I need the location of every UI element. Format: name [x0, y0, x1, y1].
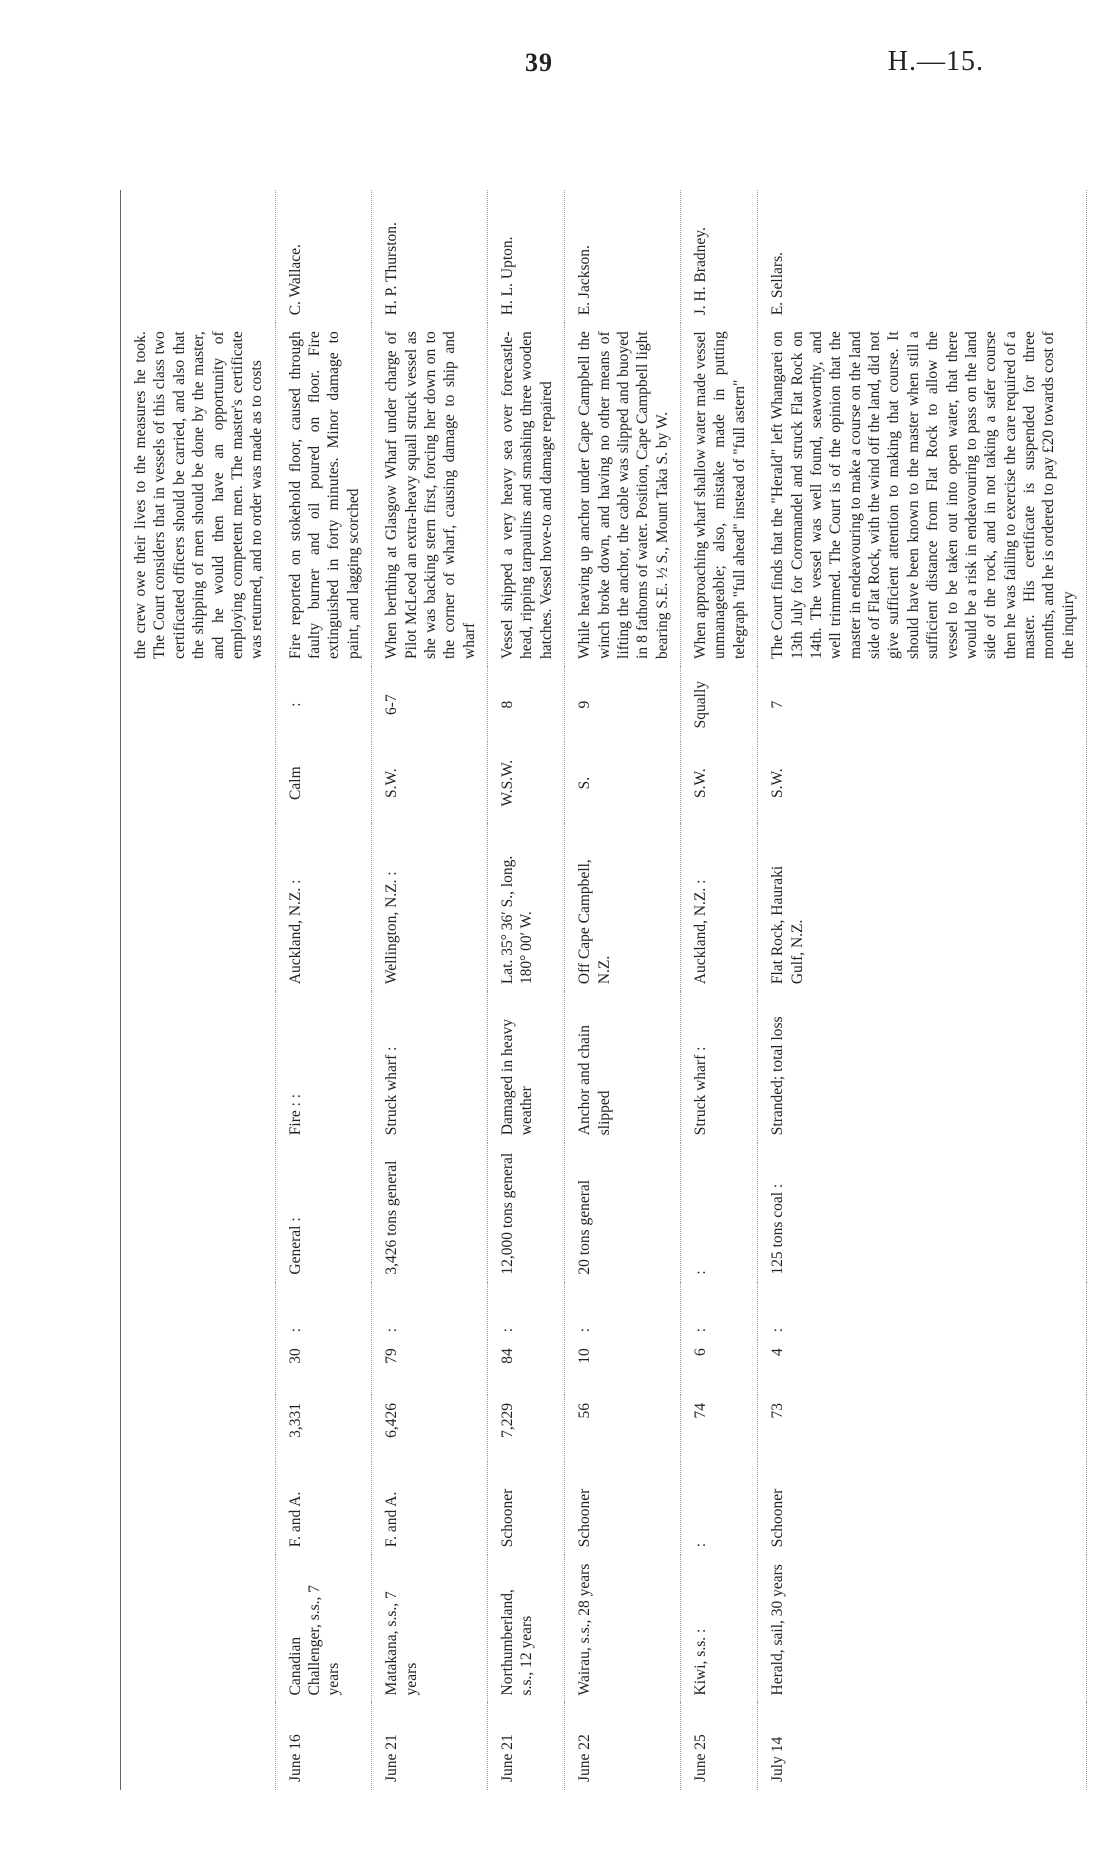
filler-cell: : [565, 1283, 681, 1341]
filler-cell [121, 1283, 276, 1341]
force-cell [121, 667, 276, 742]
nature-cell: Anchor and chain slipped [565, 992, 681, 1143]
filler-cell: : [488, 1283, 565, 1341]
officer-cell: C. Wallace. [275, 190, 372, 323]
force-cell: Squally [681, 667, 758, 742]
table-row [565, 190, 681, 1790]
ship-cell: Canadian Challenger, s.s., 7 years [275, 1555, 372, 1703]
wind-cell: Calm [275, 742, 372, 824]
rig-cell [121, 1462, 276, 1556]
force-cell: 8 [488, 667, 565, 742]
remarks-cell: While heaving up anchor under Cape Campbell the winch broke down, and having no other means of lifting the anchor, the cable was slipped and buoyed in 8 fathoms of water. Position, Cape Campbell light bearing S.E. ½ S., Mount Taka S. by W. [565, 323, 681, 667]
place-cell: Auckland, N.Z. : [275, 824, 372, 992]
table-row [758, 190, 1087, 1790]
place-cell: Lat. 35° 36′ S., long. 180° 00′ W. [488, 824, 565, 992]
filler-cell: : [758, 1283, 1087, 1341]
cargo-cell: 125 tons coal : [758, 1143, 1087, 1282]
rig-cell: Schooner [758, 1462, 1087, 1556]
nature-cell: Fire : : [275, 992, 372, 1143]
cargo-cell [121, 1143, 276, 1282]
date-cell: June 16 [275, 1703, 372, 1790]
nature-cell [121, 992, 276, 1143]
officer-cell: E. Sellars. [758, 190, 1087, 323]
filler-cell: : [681, 1283, 758, 1341]
crew-cell [121, 1340, 276, 1395]
place-cell: Auckland, N.Z. : [681, 824, 758, 992]
cargo-cell: 20 tons general [565, 1143, 681, 1282]
rig-cell: Schooner [488, 1462, 565, 1556]
tonnage-cell: 74 [681, 1395, 758, 1462]
cargo-cell: : [681, 1143, 758, 1282]
place-cell [121, 824, 276, 992]
place-cell: Flat Rock, Hauraki Gulf, N.Z. [758, 824, 1087, 992]
nature-cell: Stranded; total loss [758, 992, 1087, 1143]
crew-cell: 10 [565, 1340, 681, 1395]
date-cell: June 21 [372, 1703, 488, 1790]
wind-cell: S.W. [372, 742, 488, 824]
ship-cell: Herald, sail, 30 years [758, 1555, 1087, 1703]
filler-cell: : [372, 1283, 488, 1341]
ship-cell: Matakana, s.s., 7 years [372, 1555, 488, 1703]
force-cell: 6-7 [372, 667, 488, 742]
remarks-cell: Vessel shipped a very heavy sea over forecastle-head, ripping tarpaulins and smashing three wooden hatches. Vessel hove-to and damage repaired [488, 323, 565, 667]
cargo-cell: 3,426 tons general [372, 1143, 488, 1282]
nature-cell: Struck wharf : [681, 992, 758, 1143]
force-cell: 9 [565, 667, 681, 742]
date-cell: June 25 [681, 1703, 758, 1790]
page-number: 39 [525, 48, 553, 77]
wind-cell [121, 742, 276, 824]
crew-cell: 84 [488, 1340, 565, 1395]
rig-cell: F. and A. [275, 1462, 372, 1556]
rig-cell: Schooner [565, 1462, 681, 1556]
officer-cell: H. P. Thurston. [372, 190, 488, 323]
officer-cell: H. L. Upton. [488, 190, 565, 323]
ship-cell [121, 1555, 276, 1703]
filler-cell: : [275, 1283, 372, 1341]
casualty-register [120, 190, 1077, 1790]
date-cell: July 14 [758, 1703, 1087, 1790]
rig-cell: F. and A. [372, 1462, 488, 1556]
tonnage-cell: 3,331 [275, 1395, 372, 1462]
tonnage-cell [121, 1395, 276, 1462]
crew-cell: 6 [681, 1340, 758, 1395]
date-cell: June 21 [488, 1703, 565, 1790]
nature-cell: Damaged in heavy weather [488, 992, 565, 1143]
tonnage-cell: 56 [565, 1395, 681, 1462]
ship-cell: Northumberland, s.s., 12 years [488, 1555, 565, 1703]
date-cell [121, 1703, 276, 1790]
casualty-table [120, 190, 1087, 1790]
officer-cell: J. H. Bradney. [681, 190, 758, 323]
ship-cell: Kiwi, s.s. : [681, 1555, 758, 1703]
tonnage-cell: 7,229 [488, 1395, 565, 1462]
cargo-cell: General : [275, 1143, 372, 1282]
crew-cell: 30 [275, 1340, 372, 1395]
wind-cell: W.S.W. [488, 742, 565, 824]
place-cell: Off Cape Campbell, N.Z. [565, 824, 681, 992]
force-cell: : [275, 667, 372, 742]
wind-cell: S. [565, 742, 681, 824]
remarks-cell: The Court finds that the "Herald" left Whangarei on 13th July for Coromandel and struck Flat Rock on 14th. The vessel was well found, seaworthy, and well trimmed. The Court is of the opinion that the master in endeavouring to make a course on the land side of Flat Rock, with the wind off the land, did not give sufficient attention to making that course. It should have been known to the master when still a sufficient distance from Flat Rock to allow the vessel to be taken out into open water, that there would be a risk in endeavouring to pass on the land side of the rock, and in not taking a safer course then he was failing to exercise the care required of a master. His certificate is suspended for three months, and he is ordered to pay £20 towards cost of the inquiry [758, 323, 1087, 667]
crew-cell: 4 [758, 1340, 1087, 1395]
crew-cell: 79 [372, 1340, 488, 1395]
paper-reference: H.—15. [887, 46, 984, 77]
table-row [488, 190, 565, 1790]
cargo-cell: 12,000 tons general [488, 1143, 565, 1282]
ship-cell: Wairau, s.s., 28 years [565, 1555, 681, 1703]
rig-cell: : [681, 1462, 758, 1556]
table-row [275, 190, 372, 1790]
officer-cell: E. Jackson. [565, 190, 681, 323]
table-row [121, 190, 276, 1790]
wind-cell: S.W. [681, 742, 758, 824]
wind-cell: S.W. [758, 742, 1087, 824]
tonnage-cell: 73 [758, 1395, 1087, 1462]
force-cell: 7 [758, 667, 1087, 742]
nature-cell: Struck wharf : [372, 992, 488, 1143]
table-row [372, 190, 488, 1790]
tonnage-cell: 6,426 [372, 1395, 488, 1462]
remarks-cell: Fire reported on stokehold floor, caused through faulty burner and oil poured on floor. Fire extinguished in forty minutes. Minor damage to paint, and lagging scorched [275, 323, 372, 667]
table-row [681, 190, 758, 1790]
place-cell: Wellington, N.Z. : [372, 824, 488, 992]
remarks-cell: the crew owe their lives to the measures he took. The Court considers that in vessels of this class two certificated officers should be carried, and also that the shipping of men should be done by the master, and he would then have an opportunity of employing competent men. The master's certificate was returned, and no order was made as to costs [121, 323, 276, 667]
date-cell: June 22 [565, 1703, 681, 1790]
remarks-cell: When berthing at Glasgow Wharf under charge of Pilot McLeod an extra-heavy squall struck vessel as she was backing stern first, forcing her down on to the corner of wharf, causing damage to ship and wharf [372, 323, 488, 667]
officer-cell [121, 190, 276, 323]
remarks-cell: When approaching wharf shallow water made vessel unmanageable; also, mistake made in putting telegraph "full ahead" instead of "full astern" [681, 323, 758, 667]
